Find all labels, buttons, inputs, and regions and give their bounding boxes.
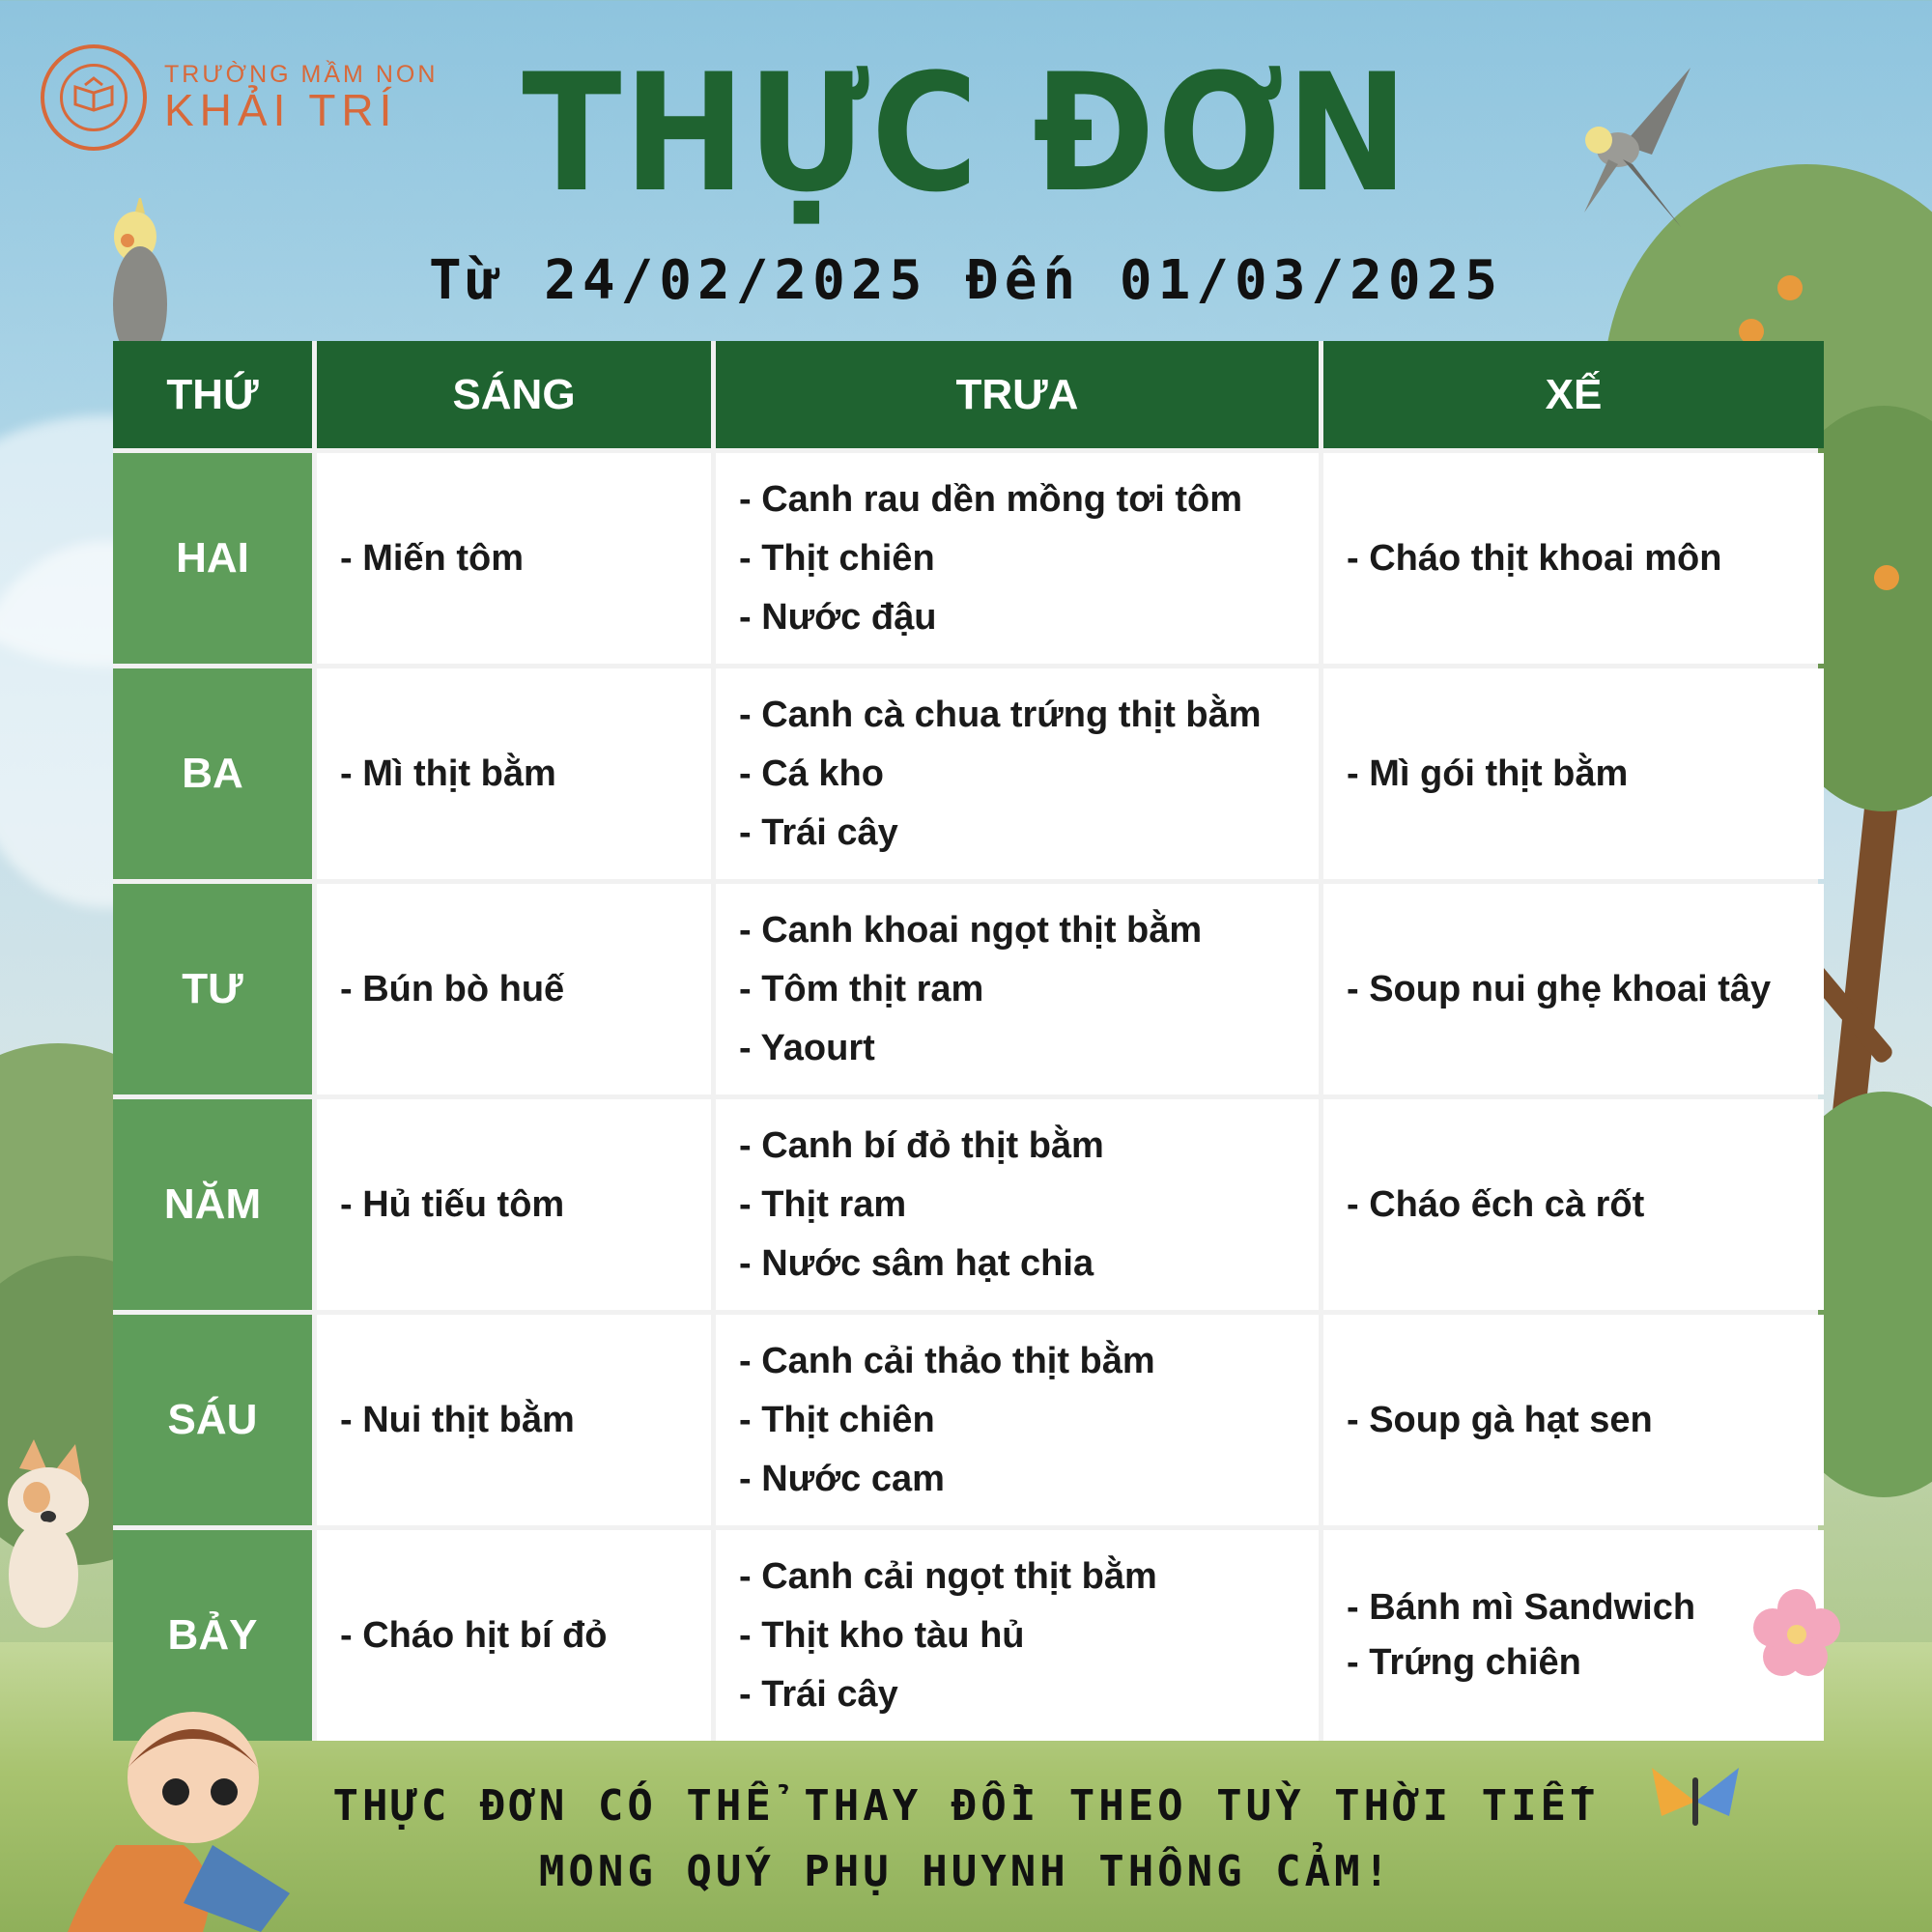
lunch-cell (716, 884, 1319, 1094)
morning-cell (317, 668, 711, 879)
menu-item: - Canh khoai ngọt thịt bằm (739, 909, 1203, 951)
footer-line-1: THỰC ĐƠN CÓ THỂ THAY ĐỔI THEO TUỲ THỜI TIẾT (332, 1781, 1600, 1831)
morning-cell (317, 1099, 711, 1310)
menu-item: - Nước cam (739, 1458, 945, 1499)
menu-item: - Nước đậu (739, 596, 937, 638)
day-cell: TƯ (113, 884, 312, 1094)
morning-cell (317, 884, 711, 1094)
day-cell: BẢY (113, 1530, 312, 1741)
menu-item: - Cháo ếch cà rốt (1347, 1183, 1645, 1225)
date-range: Từ 24/02/2025 Đến 01/03/2025 (428, 249, 1503, 312)
menu-item: - Soup gà hạt sen (1347, 1399, 1653, 1440)
menu-item: - Trái cây (739, 1673, 898, 1715)
menu-item: - Canh cải ngọt thịt bằm (739, 1555, 1157, 1597)
menu-item: - Nui thịt bằm (340, 1399, 575, 1440)
menu-item: - Nước sâm hạt chia (739, 1242, 1094, 1284)
afternoon-cell (1323, 1315, 1824, 1525)
menu-item: - Trứng chiên (1347, 1642, 1581, 1683)
menu-item: - Canh cải thảo thịt bằm (739, 1340, 1155, 1381)
day-cell: NĂM (113, 1099, 312, 1310)
day-cell: BA (113, 668, 312, 879)
header-lunch: TRƯA (716, 341, 1319, 448)
menu-item: - Thịt chiên (739, 1399, 935, 1440)
menu-item: - Soup nui ghẹ khoai tây (1347, 968, 1772, 1009)
menu-table (113, 341, 1818, 1741)
header-afternoon: XẾ (1323, 341, 1824, 448)
morning-cell (317, 1315, 711, 1525)
dog-icon (0, 1439, 106, 1633)
menu-item: - Canh bí đỏ thịt bằm (739, 1124, 1104, 1166)
header-morning: SÁNG (317, 341, 711, 448)
header-day: THỨ (113, 341, 312, 448)
menu-item: - Cháo thịt khoai môn (1347, 537, 1722, 579)
lunch-cell (716, 1530, 1319, 1741)
menu-item: - Mì thịt bằm (340, 753, 556, 794)
menu-item: - Hủ tiếu tôm (340, 1183, 565, 1225)
menu-item: - Canh rau dền mồng tơi tôm (739, 478, 1242, 520)
footer-line-2: MONG QUÝ PHỤ HUYNH THÔNG CẢM! (538, 1847, 1394, 1896)
menu-item: - Trái cây (739, 811, 898, 853)
menu-item: - Tôm thịt ram (739, 968, 984, 1009)
menu-item: - Miến tôm (340, 537, 524, 579)
menu-item: - Yaourt (739, 1027, 875, 1068)
afternoon-cell (1323, 1099, 1824, 1310)
orange-fruit (1874, 565, 1899, 590)
menu-item: - Bánh mì Sandwich (1347, 1587, 1696, 1628)
menu-item: - Cháo hịt bí đỏ (340, 1614, 608, 1656)
footer-note (0, 1774, 1932, 1905)
flower-icon (1748, 1584, 1845, 1681)
menu-item: - Thịt ram (739, 1183, 907, 1225)
afternoon-cell (1323, 453, 1824, 664)
afternoon-cell (1323, 668, 1824, 879)
school-name: KHẢI TRÍ (164, 84, 398, 135)
morning-cell (317, 453, 711, 664)
school-name-top: TRƯỜNG MẦM NON (164, 60, 439, 88)
day-cell: HAI (113, 453, 312, 664)
lunch-cell (716, 668, 1319, 879)
afternoon-cell (1323, 884, 1824, 1094)
menu-item: - Canh cà chua trứng thịt bằm (739, 694, 1262, 735)
menu-item: - Bún bò huế (340, 968, 565, 1009)
page-title: THỰC ĐƠN (522, 39, 1410, 228)
menu-item: - Thịt kho tàu hủ (739, 1614, 1025, 1656)
menu-item: - Thịt chiên (739, 537, 935, 579)
lunch-cell (716, 453, 1319, 664)
lunch-cell (716, 1315, 1319, 1525)
menu-item: - Mì gói thịt bằm (1347, 753, 1629, 794)
lunch-cell (716, 1099, 1319, 1310)
day-cell: SÁU (113, 1315, 312, 1525)
menu-item: - Cá kho (739, 753, 884, 794)
